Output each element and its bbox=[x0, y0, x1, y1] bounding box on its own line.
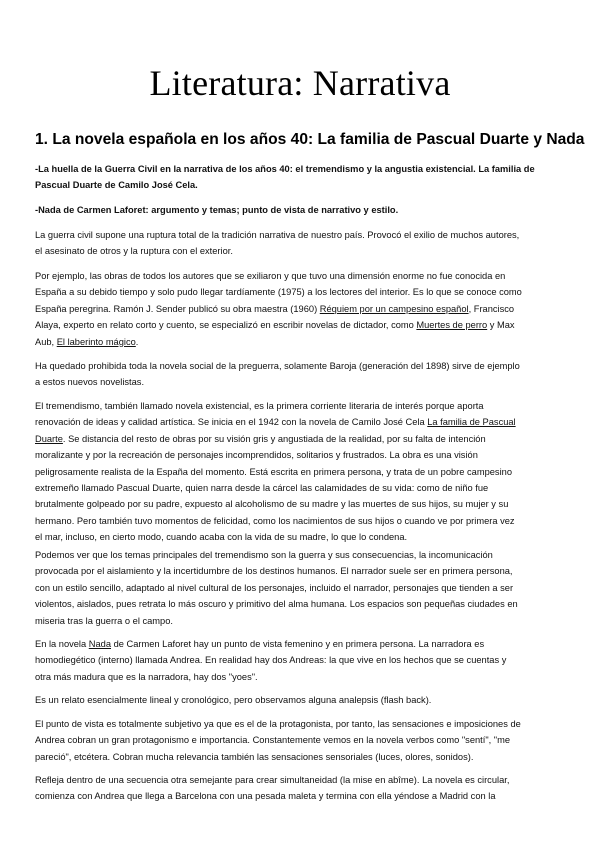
link-laberinto-magico[interactable]: El laberinto mágico bbox=[56, 336, 136, 347]
text-line: provocada por el aislamiento y la incertidumbre de los destinos humanos. El narrador suele ser en primera persona, bbox=[35, 566, 513, 577]
text-span: renovación de ideas y calidad artística. Se inicia en el 1942 con la novela de Camilo José Cela bbox=[35, 417, 428, 428]
text-span: , Francisco bbox=[468, 303, 515, 314]
text-span: En la novela bbox=[35, 639, 89, 649]
text-line: Pascual Duarte de Camilo José Cela. bbox=[35, 180, 198, 191]
text-line: Es un relato esencialmente lineal y cronológico, pero observamos alguna analepsis (flash back). bbox=[35, 695, 432, 705]
text-line: La guerra civil supone una ruptura total de la tradición narrativa de nuestro país. Provocó el exilio de muchos autores, bbox=[35, 230, 520, 240]
text-line: Por ejemplo, las obras de todos los autores que se exiliaron y que tuvo una dimensión enorme no fue conocida en bbox=[35, 271, 506, 281]
text-span: y Max bbox=[487, 320, 515, 331]
text-line: El tremendismo, también llamado novela existencial, es la primera corriente literaria de interés porque aporta bbox=[35, 401, 484, 411]
text-line: miseria tras la guerra o el campo. bbox=[35, 615, 173, 626]
text-line: -La huella de la Guerra Civil en la narrativa de los años 40: el tremendismo y la angustia existencial. La familia de bbox=[35, 164, 535, 174]
text-line: el asesinato de otros y la ruptura con el exterior. bbox=[35, 246, 233, 257]
text-line: a estos nuevos novelistas. bbox=[35, 377, 145, 388]
intro-paragraph-1 bbox=[35, 161, 575, 194]
text-line: pareció", etcétera. Cobran mucha relevancia también las sensaciones sensoriales (luces, olores, sonidos). bbox=[35, 751, 474, 762]
text-line: España a su debido tiempo y solo pudo llegar tardíamente (1975) a los lectores del interior. Es lo que se conoce como bbox=[35, 287, 522, 298]
text-line: extremeño llamado Pascual Duarte, quien narra desde la cárcel las calamidades de su vida: como de niño fue bbox=[35, 483, 489, 494]
text-line: Refleja dentro de una secuencia otra semejante para crear simultaneidad (la mise en abîme). La novela es circular, bbox=[35, 775, 510, 785]
link-duarte[interactable]: Duarte bbox=[35, 433, 63, 444]
text-span: de Carmen Laforet hay un punto de vista femenino y en primera persona. La narradora es bbox=[111, 639, 485, 649]
paragraph-lineal bbox=[35, 692, 575, 708]
text-span: Alaya, experto en relato corto y cuento, se especializó en escribir novelas de dictador, como bbox=[35, 320, 417, 331]
paragraph-exilio bbox=[35, 268, 575, 350]
text-line: homodiegético (interno) llamada Andrea. En realidad hay dos Andreas: la que vive en los hechos que se cuentas y bbox=[35, 655, 507, 666]
text-span: Aub, bbox=[35, 336, 57, 347]
text-line: hermano. Pero también tuvo momentos de felicidad, como los nacimientos de sus hijos o cuando ve por primera vez bbox=[35, 515, 515, 526]
paragraph-punto-de-vista bbox=[35, 716, 575, 765]
text-line: Podemos ver que los temas principales del tremendismo son la guerra y sus consecuencias, la incomunicación bbox=[35, 550, 493, 560]
paragraph-circular bbox=[35, 772, 575, 805]
text-line: -Nada de Carmen Laforet: argumento y temas; punto de vista de narrativo y estilo. bbox=[35, 205, 399, 215]
paragraph-nada bbox=[35, 636, 575, 685]
link-familia-pascual-duarte[interactable]: La familia de Pascual bbox=[427, 417, 516, 428]
link-requiem[interactable]: Réquiem por un campesino español bbox=[319, 303, 469, 314]
paragraph-tremendismo bbox=[35, 398, 575, 546]
paragraph-temas bbox=[35, 547, 575, 629]
section-heading: 1. La novela española en los años 40: La familia de Pascual Duarte y Nada bbox=[35, 131, 585, 148]
page-title: Literatura: Narrativa bbox=[149, 63, 451, 103]
text-line bbox=[35, 317, 575, 333]
paragraph-ruptura bbox=[35, 227, 575, 260]
text-span: . Se distancia del resto de obras por su visión gris y angustiada de la realidad, por su falta de intención bbox=[62, 433, 486, 444]
text-line bbox=[35, 636, 575, 652]
text-line bbox=[35, 301, 575, 317]
text-line bbox=[35, 414, 575, 430]
text-line: Ha quedado prohibida toda la novela social de la preguerra, solamente Baroja (generación del 1898) sirve de ejemplo bbox=[35, 361, 520, 371]
text-span: España peregrina. Ramón J. Sender publicó su obra maestra (1960) bbox=[35, 303, 320, 314]
text-line bbox=[35, 431, 575, 447]
paragraph-preguerra bbox=[35, 358, 575, 391]
text-line: violentos, aislados, pues retrata lo más oscuro y primitivo del alma humana. Los espacios son pequeñas ciudades en bbox=[35, 599, 518, 610]
text-line: el mar, incluso, en cierto modo, cuando acaba con la vida de su madre, lo que lo condena. bbox=[35, 532, 408, 543]
text-line: otra más madura que es la narradora, hay dos "yoes". bbox=[35, 671, 258, 682]
text-line: con un estilo sencillo, adaptado al nivel cultural de los personajes, incluido el narrador, personajes que tienden a ser bbox=[35, 582, 514, 593]
link-nada[interactable]: Nada bbox=[88, 639, 111, 649]
link-muertes-de-perro[interactable]: Muertes de perro bbox=[416, 320, 488, 331]
text-line: El punto de vista es totalmente subjetivo ya que es el de la protagonista, por tanto, las sensaciones e imposiciones de bbox=[35, 719, 521, 729]
intro-paragraph-2 bbox=[35, 202, 575, 218]
text-line: brutalmente golpeado por su padre, expuesto al alcoholismo de su madre y las muertes de sus hijos, su mujer y su bbox=[35, 499, 509, 510]
text-line: Andrea cobran un gran protagonismo e importancia. Constantemente vemos en la novela verbos como "sentí", "me bbox=[35, 735, 511, 746]
text-span: . bbox=[135, 336, 139, 347]
text-line: moralizante y por la recreación de personajes incomprendidos, solitarios y frustrados. La obra es una visión bbox=[35, 450, 478, 461]
text-line: peligrosamente realista de la España del momento. Está escrita en primera persona, y trata de un pobre campesino bbox=[35, 466, 512, 477]
text-line bbox=[35, 334, 575, 350]
text-line: comienza con Andrea que llega a Barcelona con una pesada maleta y termina con ella yéndose a Madrid con la bbox=[35, 791, 496, 802]
